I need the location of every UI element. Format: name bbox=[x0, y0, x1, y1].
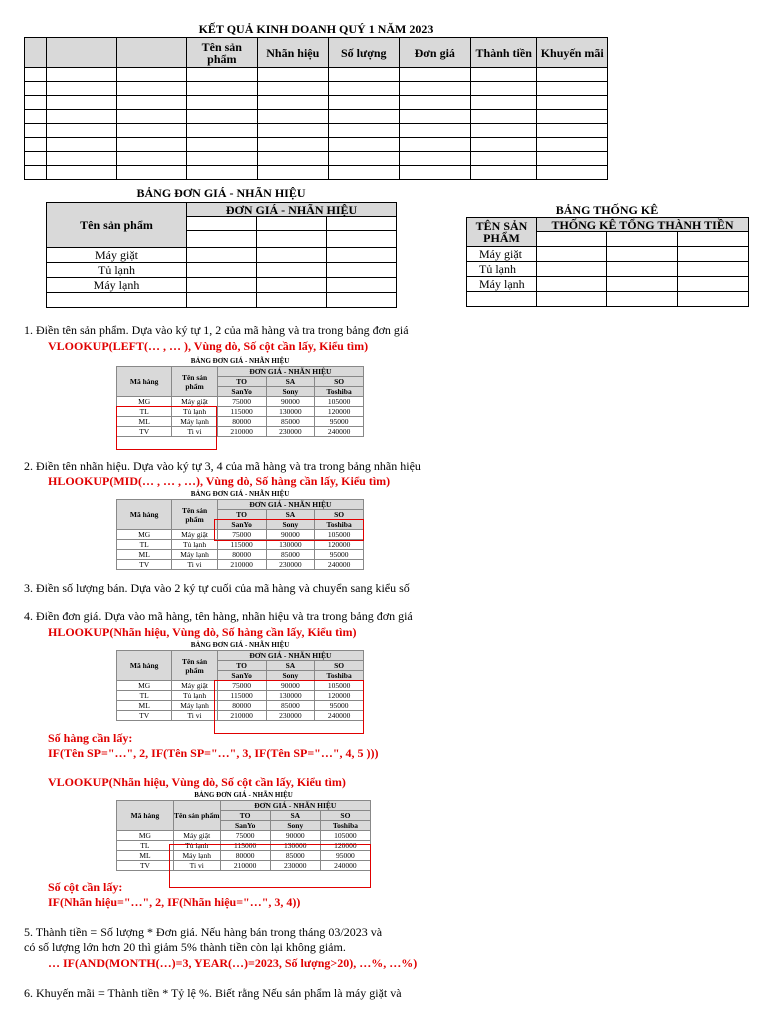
mini-brand-code: SO bbox=[315, 661, 364, 671]
mini-brand-code: SA bbox=[266, 377, 315, 387]
table-cell bbox=[257, 152, 328, 166]
mini-cell: 90000 bbox=[266, 397, 315, 407]
mini-col-code-header: Mã hàng bbox=[117, 500, 172, 530]
instruction-5-line-1: 5. Thành tiền = Số lượng * Đơn giá. Nếu hàng bán trong tháng 03/2023 và bbox=[24, 925, 383, 939]
formula-1: VLOOKUP(LEFT(… , … ), Vùng dò, Số cột cần lấy, Kiểu tìm) bbox=[48, 339, 369, 353]
mini-cell: 85000 bbox=[270, 851, 320, 861]
table-cell bbox=[47, 110, 116, 124]
mini-cell: 210000 bbox=[220, 861, 270, 871]
table-cell bbox=[25, 82, 47, 96]
mini-cell: 80000 bbox=[217, 417, 266, 427]
table-cell bbox=[187, 96, 257, 110]
price-row-label: Máy lạnh bbox=[47, 278, 187, 293]
table-row bbox=[25, 152, 608, 166]
table-cell bbox=[116, 138, 186, 152]
mini-cell: Tủ lạnh bbox=[173, 841, 220, 851]
table-cell bbox=[329, 138, 399, 152]
mini-cell: TL bbox=[117, 691, 172, 701]
table-cell bbox=[47, 96, 116, 110]
mini-cell: 230000 bbox=[266, 427, 315, 437]
table-cell bbox=[470, 166, 536, 180]
mini-cell: 105000 bbox=[315, 530, 364, 540]
mini-cell: Ti vi bbox=[172, 711, 217, 721]
table-cell bbox=[25, 166, 47, 180]
price-row-label: Máy giặt bbox=[47, 248, 187, 263]
mini-brand-code: SA bbox=[266, 661, 315, 671]
mini-brand-code: TO bbox=[217, 377, 266, 387]
mini-row bbox=[117, 540, 364, 550]
header-quantity: Số lượng bbox=[329, 38, 399, 68]
mini-cell: Máy lạnh bbox=[172, 550, 217, 560]
table-cell bbox=[187, 110, 257, 124]
mini-cell: 240000 bbox=[315, 560, 364, 570]
table-cell bbox=[257, 68, 328, 82]
table-row bbox=[25, 166, 608, 180]
mini-cell: 130000 bbox=[266, 540, 315, 550]
mini-cell: 130000 bbox=[266, 691, 315, 701]
mini-cell: TV bbox=[117, 560, 172, 570]
table-cell bbox=[47, 152, 116, 166]
mini-brand-code: SA bbox=[266, 510, 315, 520]
mini-cell: 115000 bbox=[217, 407, 266, 417]
mini-table-title: BẢNG ĐƠN GIÁ - NHÃN HIỆU bbox=[190, 490, 290, 498]
mini-cell: 75000 bbox=[220, 831, 270, 841]
table-cell bbox=[257, 110, 328, 124]
formula-4: HLOOKUP(Nhãn hiệu, Vùng dò, Số hàng cần lấy, Kiểu tìm) bbox=[48, 625, 357, 639]
mini-cell: 90000 bbox=[266, 681, 315, 691]
table-cell bbox=[187, 152, 257, 166]
table-cell bbox=[399, 68, 470, 82]
mini-cell: TL bbox=[117, 841, 174, 851]
mini-cell: 95000 bbox=[315, 550, 364, 560]
mini-cell: MG bbox=[117, 397, 172, 407]
mini-cell: 115000 bbox=[217, 540, 266, 550]
mini-cell: 90000 bbox=[270, 831, 320, 841]
header-brand: Nhãn hiệu bbox=[257, 38, 328, 68]
table-cell bbox=[257, 82, 328, 96]
price-table-title: BẢNG ĐƠN GIÁ - NHÃN HIỆU bbox=[136, 186, 306, 200]
table-cell bbox=[187, 68, 257, 82]
table-cell bbox=[537, 166, 608, 180]
mini-cell: 240000 bbox=[320, 861, 370, 871]
stats-table bbox=[466, 217, 749, 307]
mini-cell: 105000 bbox=[315, 681, 364, 691]
table-cell bbox=[399, 124, 470, 138]
header-amount: Thành tiền bbox=[470, 38, 536, 68]
mini-cell: TV bbox=[117, 861, 174, 871]
table-row bbox=[25, 110, 608, 124]
mini-cell: 75000 bbox=[217, 681, 266, 691]
header-promotion: Khuyến mãi bbox=[537, 38, 608, 68]
table-cell bbox=[116, 96, 186, 110]
mini-cell: MG bbox=[117, 530, 172, 540]
stats-row-label: Máy lạnh bbox=[467, 277, 537, 292]
mini-table-4 bbox=[116, 790, 371, 871]
mini-cell: 130000 bbox=[270, 841, 320, 851]
mini-cell: Máy lạnh bbox=[173, 851, 220, 861]
header-cell bbox=[116, 38, 186, 68]
mini-brand-name: Toshiba bbox=[315, 520, 364, 530]
mini-cell: Máy lạnh bbox=[172, 417, 217, 427]
mini-cell: Ti vi bbox=[173, 861, 220, 871]
mini-cell: ML bbox=[117, 550, 172, 560]
mini-cell: 210000 bbox=[217, 560, 266, 570]
mini-cell: Ti vi bbox=[172, 560, 217, 570]
table-cell bbox=[187, 82, 257, 96]
table-row bbox=[25, 68, 608, 82]
table-row bbox=[25, 96, 608, 110]
table-cell bbox=[399, 138, 470, 152]
formula-2: HLOOKUP(MID(… , … , …), Vùng dò, Số hàng cần lấy, Kiểu tìm) bbox=[48, 474, 391, 488]
price-group-header: ĐƠN GIÁ - NHÃN HIỆU bbox=[187, 203, 397, 217]
instruction-3: 3. Điền số lượng bán. Dựa vào 2 ký tự cuối của mã hàng và chuyển sang kiểu số bbox=[24, 581, 410, 595]
mini-col-name-header: Tên sản phẩm bbox=[172, 367, 217, 397]
mini-group-header: ĐƠN GIÁ - NHÃN HIỆU bbox=[217, 651, 363, 661]
mini-cell: MG bbox=[117, 681, 172, 691]
table-cell bbox=[47, 138, 116, 152]
table-cell bbox=[329, 82, 399, 96]
mini-cell: 115000 bbox=[220, 841, 270, 851]
table-cell bbox=[470, 96, 536, 110]
mini-table-title: BẢNG ĐƠN GIÁ - NHÃN HIỆU bbox=[194, 791, 293, 799]
mini-group-header: ĐƠN GIÁ - NHÃN HIỆU bbox=[217, 500, 363, 510]
table-cell bbox=[257, 124, 328, 138]
mini-brand-code: TO bbox=[217, 661, 266, 671]
mini-brand-name: SanYo bbox=[217, 520, 266, 530]
table-cell bbox=[537, 124, 608, 138]
mini-row bbox=[117, 397, 364, 407]
mini-cell: Máy giặt bbox=[172, 397, 217, 407]
table-cell bbox=[399, 82, 470, 96]
mini-brand-name: SanYo bbox=[217, 387, 266, 397]
mini-group-header: ĐƠN GIÁ - NHÃN HIỆU bbox=[220, 801, 370, 811]
mini-cell: 240000 bbox=[315, 427, 364, 437]
table-cell bbox=[116, 166, 186, 180]
highlight-box bbox=[214, 680, 364, 734]
mini-brand-code: SO bbox=[315, 377, 364, 387]
mini-brand-code: SO bbox=[315, 510, 364, 520]
header-unit-price: Đơn giá bbox=[399, 38, 470, 68]
mini-brand-code: TO bbox=[217, 510, 266, 520]
mini-cell: 120000 bbox=[320, 841, 370, 851]
price-product-header: Tên sản phẩm bbox=[47, 203, 187, 248]
mini-cell: 105000 bbox=[320, 831, 370, 841]
highlight-box bbox=[214, 519, 364, 541]
mini-group-header: ĐƠN GIÁ - NHÃN HIỆU bbox=[217, 367, 363, 377]
mini-table-1 bbox=[116, 356, 364, 437]
mini-cell: 85000 bbox=[266, 550, 315, 560]
table-cell bbox=[47, 68, 116, 82]
table-cell bbox=[399, 110, 470, 124]
table-cell bbox=[537, 68, 608, 82]
table-cell bbox=[329, 110, 399, 124]
highlight-box bbox=[116, 406, 217, 450]
mini-brand-code: SO bbox=[320, 811, 370, 821]
price-row-label: Tủ lạnh bbox=[47, 263, 187, 278]
mini-brand-name: Toshiba bbox=[315, 671, 364, 681]
main-title: KẾT QUẢ KINH DOANH QUÝ 1 NĂM 2023 bbox=[198, 22, 434, 36]
header-cell bbox=[47, 38, 116, 68]
table-cell bbox=[537, 110, 608, 124]
table-cell bbox=[470, 138, 536, 152]
mini-cell: Máy giặt bbox=[172, 681, 217, 691]
mini-col-code-header: Mã hàng bbox=[117, 367, 172, 397]
mini-cell: 95000 bbox=[320, 851, 370, 861]
mini-cell: 210000 bbox=[217, 711, 266, 721]
mini-brand-name: SanYo bbox=[220, 821, 270, 831]
mini-col-name-header: Tên sản phẩm bbox=[172, 500, 217, 530]
mini-brand-name: Sony bbox=[266, 671, 315, 681]
table-cell bbox=[47, 166, 116, 180]
price-table bbox=[46, 202, 397, 308]
table-cell bbox=[187, 138, 257, 152]
instruction-5-line-2: có số lượng lớn hơn 20 thì giảm 5% thành tiền còn lại không giảm. bbox=[24, 940, 346, 954]
header-cell bbox=[25, 38, 47, 68]
mini-table-2 bbox=[116, 489, 364, 570]
mini-cell: ML bbox=[117, 417, 172, 427]
mini-cell: 115000 bbox=[217, 691, 266, 701]
mini-brand-name: Sony bbox=[266, 387, 315, 397]
table-cell bbox=[257, 138, 328, 152]
table-cell bbox=[329, 152, 399, 166]
table-cell bbox=[329, 68, 399, 82]
table-cell bbox=[25, 110, 47, 124]
table-row bbox=[25, 138, 608, 152]
mini-cell: TV bbox=[117, 711, 172, 721]
cols-needed-label: Số cột cần lấy: bbox=[48, 880, 123, 894]
mini-cell: 75000 bbox=[217, 530, 266, 540]
mini-cell: 130000 bbox=[266, 407, 315, 417]
mini-cell: Tủ lạnh bbox=[172, 540, 217, 550]
table-cell bbox=[116, 124, 186, 138]
stats-row-label: Máy giặt bbox=[467, 247, 537, 262]
table-cell bbox=[329, 166, 399, 180]
mini-col-name-header: Tên sản phẩm bbox=[173, 801, 220, 831]
table-cell bbox=[399, 96, 470, 110]
table-cell bbox=[537, 82, 608, 96]
table-cell bbox=[257, 166, 328, 180]
mini-cell: MG bbox=[117, 831, 174, 841]
mini-brand-name: Toshiba bbox=[320, 821, 370, 831]
table-cell bbox=[25, 124, 47, 138]
mini-cell: 230000 bbox=[266, 711, 315, 721]
mini-cell: 80000 bbox=[217, 550, 266, 560]
mini-cell: Máy giặt bbox=[172, 530, 217, 540]
mini-cell: 210000 bbox=[217, 427, 266, 437]
mini-cell: Máy lạnh bbox=[172, 701, 217, 711]
mini-brand-code: SA bbox=[270, 811, 320, 821]
mini-cell: 95000 bbox=[315, 701, 364, 711]
mini-cell: 240000 bbox=[315, 711, 364, 721]
mini-cell: 80000 bbox=[217, 701, 266, 711]
table-cell bbox=[187, 124, 257, 138]
table-cell bbox=[399, 152, 470, 166]
mini-brand-name: Sony bbox=[266, 520, 315, 530]
stats-group-header: THỐNG KÊ TỔNG THÀNH TIỀN bbox=[537, 218, 749, 232]
table-cell bbox=[470, 82, 536, 96]
mini-cell: 120000 bbox=[315, 407, 364, 417]
mini-cell: 105000 bbox=[315, 397, 364, 407]
table-cell bbox=[470, 152, 536, 166]
instruction-6: 6. Khuyến mãi = Thành tiền * Tỷ lệ %. Biết rằng Nếu sản phẩm là máy giặt và bbox=[24, 986, 402, 1000]
instruction-4: 4. Điền đơn giá. Dựa vào mã hàng, tên hàng, nhãn hiệu và tra trong bảng đơn giá bbox=[24, 609, 413, 623]
table-header-row bbox=[25, 38, 608, 68]
mini-cell: 120000 bbox=[315, 540, 364, 550]
mini-cell: Tủ lạnh bbox=[172, 407, 217, 417]
mini-cell: ML bbox=[117, 701, 172, 711]
table-cell bbox=[537, 138, 608, 152]
cols-needed-formula: IF(Nhãn hiệu="…", 2, IF(Nhãn hiệu="…", 3, 4)) bbox=[48, 895, 301, 909]
formula-4b: VLOOKUP(Nhãn hiệu, Vùng dò, Số cột cần lấy, Kiểu tìm) bbox=[48, 775, 346, 789]
mini-cell: TL bbox=[117, 540, 172, 550]
table-cell bbox=[329, 124, 399, 138]
mini-cell: Máy giặt bbox=[173, 831, 220, 841]
mini-cell: 95000 bbox=[315, 417, 364, 427]
table-cell bbox=[47, 124, 116, 138]
mini-cell: 85000 bbox=[266, 417, 315, 427]
mini-row bbox=[117, 560, 364, 570]
table-row bbox=[25, 124, 608, 138]
table-cell bbox=[470, 68, 536, 82]
mini-cell: 230000 bbox=[266, 560, 315, 570]
results-table bbox=[24, 37, 608, 180]
stats-row-label: Tủ lạnh bbox=[467, 262, 537, 277]
mini-brand-name: SanYo bbox=[217, 671, 266, 681]
table-cell bbox=[537, 96, 608, 110]
instruction-1: 1. Điền tên sản phẩm. Dựa vào ký tự 1, 2 của mã hàng và tra trong bảng đơn giá bbox=[24, 323, 409, 337]
mini-brand-code: TO bbox=[220, 811, 270, 821]
table-cell bbox=[187, 166, 257, 180]
mini-table-title: BẢNG ĐƠN GIÁ - NHÃN HIỆU bbox=[190, 357, 290, 365]
mini-col-code-header: Mã hàng bbox=[117, 651, 172, 681]
mini-cell: TV bbox=[117, 427, 172, 437]
table-cell bbox=[25, 152, 47, 166]
table-cell bbox=[47, 82, 116, 96]
table-cell bbox=[537, 152, 608, 166]
table-cell bbox=[116, 110, 186, 124]
mini-brand-name: Toshiba bbox=[315, 387, 364, 397]
stats-table-title: BẢNG THỐNG KÊ bbox=[555, 203, 659, 217]
mini-row bbox=[117, 550, 364, 560]
mini-cell: TL bbox=[117, 407, 172, 417]
mini-cell: 230000 bbox=[270, 861, 320, 871]
table-cell bbox=[470, 110, 536, 124]
mini-cell: 80000 bbox=[220, 851, 270, 861]
highlight-box bbox=[169, 844, 371, 888]
stats-product-header: TÊN SẢN PHẨM bbox=[467, 218, 537, 247]
mini-table-3 bbox=[116, 640, 364, 721]
mini-cell: Ti vi bbox=[172, 427, 217, 437]
header-product: Tên sản phẩm bbox=[187, 38, 257, 68]
mini-cell: 75000 bbox=[217, 397, 266, 407]
formula-5: … IF(AND(MONTH(…)=3, YEAR(…)=2023, Số lượng>20), …%, …%) bbox=[48, 956, 418, 970]
table-cell bbox=[399, 166, 470, 180]
mini-col-code-header: Mã hàng bbox=[117, 801, 174, 831]
mini-cell: 120000 bbox=[315, 691, 364, 701]
mini-brand-name: Sony bbox=[270, 821, 320, 831]
table-cell bbox=[329, 96, 399, 110]
table-cell bbox=[25, 96, 47, 110]
table-cell bbox=[25, 68, 47, 82]
mini-cell: Tủ lạnh bbox=[172, 691, 217, 701]
mini-cell: 85000 bbox=[266, 701, 315, 711]
rows-needed-label: Số hàng cần lấy: bbox=[48, 731, 133, 745]
mini-table-title: BẢNG ĐƠN GIÁ - NHÃN HIỆU bbox=[190, 641, 290, 649]
mini-col-name-header: Tên sản phẩm bbox=[172, 651, 217, 681]
table-cell bbox=[25, 138, 47, 152]
mini-row bbox=[117, 831, 371, 841]
table-row bbox=[25, 82, 608, 96]
table-cell bbox=[257, 96, 328, 110]
table-cell bbox=[116, 152, 186, 166]
mini-cell: 90000 bbox=[266, 530, 315, 540]
table-cell bbox=[116, 68, 186, 82]
rows-needed-formula: IF(Tên SP="…", 2, IF(Tên SP="…", 3, IF(Tên SP="…", 4, 5 ))) bbox=[48, 746, 379, 760]
table-cell bbox=[116, 82, 186, 96]
table-cell bbox=[470, 124, 536, 138]
mini-cell: ML bbox=[117, 851, 174, 861]
instruction-2: 2. Điền tên nhãn hiệu. Dựa vào ký tự 3, 4 của mã hàng và tra trong bảng nhãn hiệu bbox=[24, 459, 421, 473]
